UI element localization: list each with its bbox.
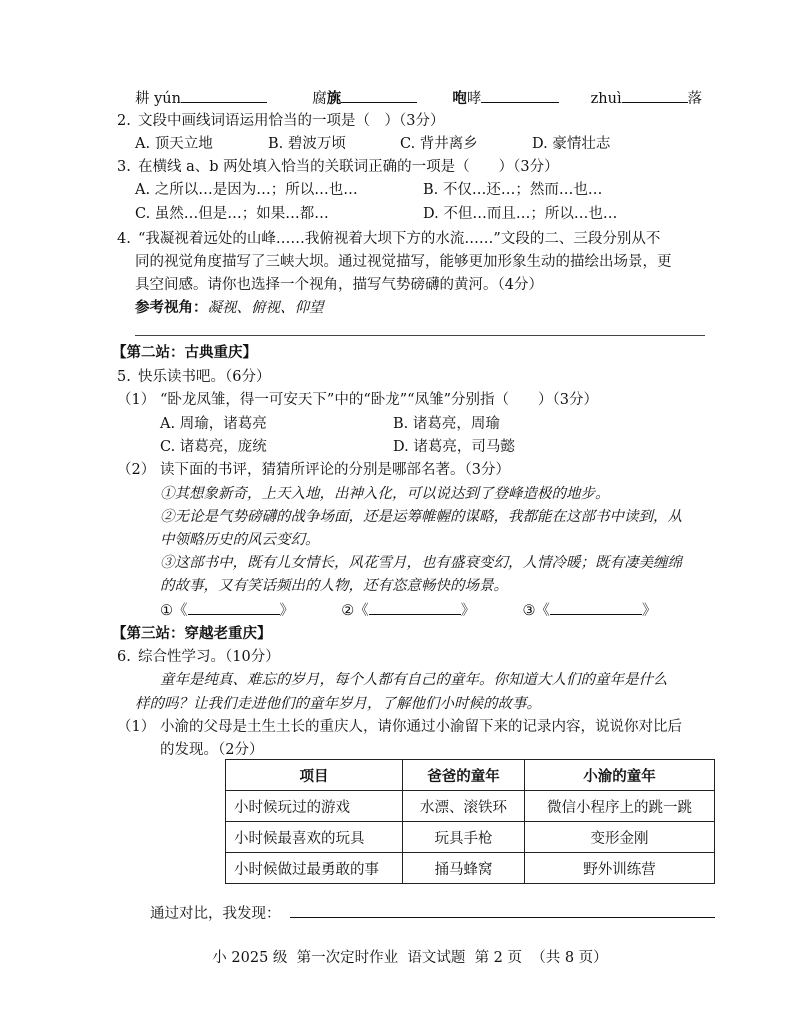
answer-2-close: 》 bbox=[460, 603, 476, 619]
answer-1-close: 》 bbox=[279, 603, 294, 619]
q5-answer-row bbox=[160, 600, 656, 621]
q5-option-d[interactable]: D. 诸葛亮，司马懿 bbox=[393, 439, 515, 455]
table-cell: 捅马蜂窝 bbox=[403, 853, 525, 884]
q4-line-3: 具空间感。请你也选择一个视角，描写气势磅礴的黄河。（4分） bbox=[135, 277, 543, 293]
q4-number: 4. bbox=[117, 231, 131, 247]
table-cell: 变形金刚 bbox=[525, 822, 715, 853]
q2-option-d[interactable]: D. 豪情壮志 bbox=[532, 136, 611, 152]
answer-2-open: ②《 bbox=[341, 603, 369, 619]
table-row bbox=[226, 853, 715, 884]
q6-part1-number: （1） bbox=[117, 719, 156, 735]
q6-part1-line-2: 的发现。（2分） bbox=[160, 742, 264, 758]
word-pao2: 哮 bbox=[466, 91, 482, 107]
table-cell: 玩具手枪 bbox=[403, 822, 525, 853]
q5-review-2a: ②无论是气势磅礴的战争场面，还是运筹帷幄的谋略，我都能在这部书中读到，从 bbox=[160, 509, 682, 525]
table-cell: 小时候玩过的游戏 bbox=[226, 791, 403, 822]
answer-3-close: 》 bbox=[641, 603, 657, 619]
header-xiaoyu: 小渝的童年 bbox=[525, 760, 715, 791]
table-cell: 小时候最喜欢的玩具 bbox=[226, 822, 403, 853]
blank-zhui[interactable] bbox=[622, 88, 688, 103]
q4-reference-text: 凝视、俯视、仰望 bbox=[207, 300, 324, 316]
q5-review-3b: 的故事，又有笑话频出的人物，还有恣意畅快的场景。 bbox=[160, 578, 508, 594]
q4-line-2: 同的视觉角度描写了三峡大坝。通过视觉描写，能够更加形象生动的描绘出场景，更 bbox=[135, 254, 672, 270]
answer-1-blank[interactable] bbox=[188, 600, 280, 615]
q5-review-1: ①其想象新奇，上天入地，出神入化，可以说达到了登峰造极的地步。 bbox=[160, 486, 610, 502]
q6-number: 6. bbox=[117, 649, 131, 665]
page-footer: 小 2025 级 第一次定时作业 语文试题 第 2 页 （共 8 页） bbox=[212, 950, 608, 966]
word-geng: 耕 yún bbox=[135, 91, 181, 107]
q1-word-row bbox=[135, 88, 702, 109]
answer-2-blank[interactable] bbox=[369, 600, 461, 615]
q5-number: 5. bbox=[117, 369, 131, 385]
q4-line-1: “我凝视着远处的山峰……我俯视着大坝下方的水流……”文段的二、三段分别从不 bbox=[138, 231, 661, 247]
header-dad: 爸爸的童年 bbox=[403, 760, 525, 791]
station-2-heading: 【第二站：古典重庆】 bbox=[112, 344, 257, 361]
q6-finding-answer-line[interactable] bbox=[290, 917, 715, 918]
table-header-row bbox=[226, 760, 715, 791]
q6-stem: 综合性学习。（10分） bbox=[138, 649, 280, 665]
q5-part1-stem: “卧龙凤雏，得一可安天下”中的“卧龙”“凤雏”分别指（ ）（3分） bbox=[160, 392, 598, 408]
blank-geng[interactable] bbox=[181, 88, 267, 103]
q5-stem: 快乐读书吧。（6分） bbox=[138, 369, 271, 385]
q2-option-b[interactable]: B. 碧波万顷 bbox=[268, 136, 346, 152]
table-cell: 野外训练营 bbox=[525, 853, 715, 884]
q5-option-b[interactable]: B. 诸葛亮，周瑜 bbox=[393, 416, 500, 432]
q3-number: 3. bbox=[117, 159, 131, 175]
q5-part2-stem: 读下面的书评，猜猜所评论的分别是哪部名著。（3分） bbox=[160, 462, 510, 478]
q2-option-c[interactable]: C. 背井离乡 bbox=[400, 136, 478, 152]
q3-option-b[interactable]: B. 不仅…还…；然而…也… bbox=[423, 182, 603, 198]
q5-option-c[interactable]: C. 诸葛亮，庞统 bbox=[160, 439, 267, 455]
table-cell: 小时候做过最勇敢的事 bbox=[226, 853, 403, 884]
q6-finding-label: 通过对比，我发现： bbox=[150, 906, 281, 922]
q5-review-3a: ③这部书中，既有儿女情长，风花雪月，也有盛衰变幻，人情冷暖；既有凄美缠绵 bbox=[160, 555, 682, 571]
q6-part1-line-1: 小渝的父母是土生土长的重庆人，请你通过小渝留下来的记录内容，说说你对比后 bbox=[160, 719, 682, 735]
station-3-heading: 【第三站：穿越老重庆】 bbox=[112, 625, 272, 642]
q4-reference-label: 参考视角： bbox=[135, 299, 208, 316]
q3-option-d[interactable]: D. 不但…而且…；所以…也… bbox=[423, 206, 618, 222]
q2-stem: 文段中画线词语运用恰当的一项是（ ）（3分） bbox=[138, 113, 445, 129]
q3-option-a[interactable]: A. 之所以…是因为…；所以…也… bbox=[135, 182, 358, 198]
header-item: 项目 bbox=[226, 760, 403, 791]
answer-3-blank[interactable] bbox=[550, 600, 642, 615]
word-fu: 腐 bbox=[312, 91, 327, 107]
answer-1-open: ①《 bbox=[160, 603, 188, 619]
blank-pao[interactable] bbox=[481, 88, 559, 103]
q3-option-c[interactable]: C. 虽然…但是…；如果…都… bbox=[135, 206, 329, 222]
q3-stem: 在横线 a、b 两处填入恰当的关联词正确的一项是（ ）（3分） bbox=[138, 159, 559, 175]
word-pao: 咆 bbox=[452, 90, 467, 107]
word-zhui: zhuì bbox=[590, 91, 622, 107]
table-cell: 微信小程序上的跳一跳 bbox=[525, 791, 715, 822]
childhood-comparison-table bbox=[225, 759, 715, 884]
q4-answer-line[interactable] bbox=[135, 335, 705, 336]
q2-number: 2. bbox=[117, 113, 131, 129]
q5-part2-number: （2） bbox=[117, 462, 156, 478]
q5-review-2b: 中领略历史的风云变幻。 bbox=[160, 532, 320, 548]
q6-intro-1: 童年是纯真、难忘的岁月，每个人都有自己的童年。你知道大人们的童年是什么 bbox=[160, 672, 668, 688]
q4-reference bbox=[135, 298, 324, 318]
word-fu-bold: 旐 bbox=[326, 90, 342, 107]
blank-fu[interactable] bbox=[341, 88, 417, 103]
answer-3-open: ③《 bbox=[522, 603, 550, 619]
table-row bbox=[226, 791, 715, 822]
q5-part1-number: （1） bbox=[117, 392, 156, 408]
q5-option-a[interactable]: A. 周瑜，诸葛亮 bbox=[160, 416, 267, 432]
table-row bbox=[226, 822, 715, 853]
table-cell: 水漂、滚铁环 bbox=[403, 791, 525, 822]
word-luo: 落 bbox=[687, 91, 703, 107]
q2-option-a[interactable]: A. 顶天立地 bbox=[135, 136, 213, 152]
q6-intro-2: 样的吗？让我们走进他们的童年岁月，了解他们小时候的故事。 bbox=[135, 696, 541, 712]
